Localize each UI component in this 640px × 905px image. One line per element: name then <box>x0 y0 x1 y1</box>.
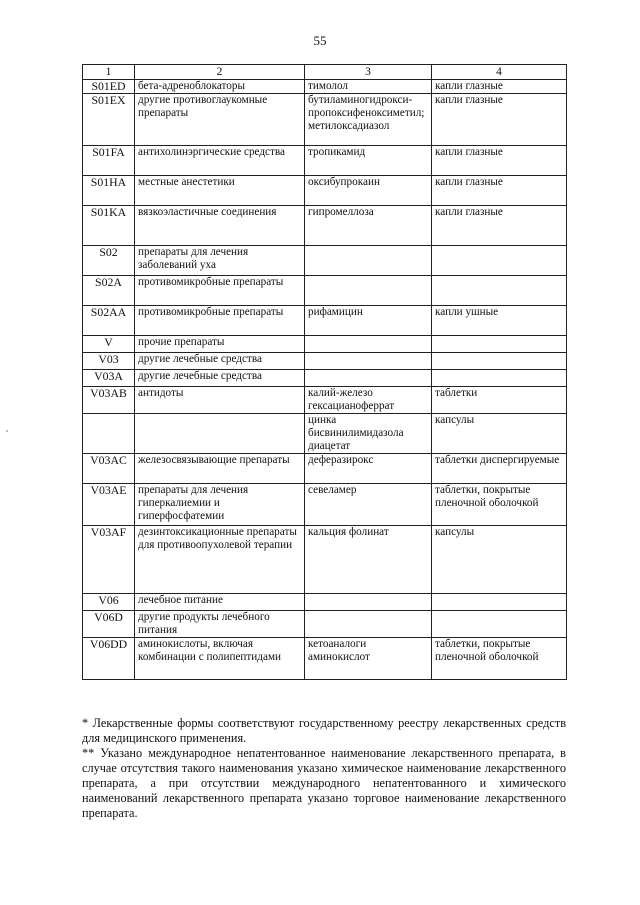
substance-name-cell: тропикамид <box>305 146 432 176</box>
pharmacological-group-cell: препараты для лечения заболеваний уха <box>135 246 305 276</box>
substance-name-cell <box>305 336 432 353</box>
substance-name-cell: деферазирокс <box>305 454 432 484</box>
atc-code-cell: S01EX <box>83 94 135 146</box>
dosage-form-cell: капли глазные <box>432 80 567 94</box>
table-row <box>83 336 567 353</box>
table-row <box>83 526 567 594</box>
atc-code-cell: S01ED <box>83 80 135 94</box>
dosage-form-cell: капли глазные <box>432 94 567 146</box>
pharmacological-group-cell: аминокислоты, включая комбинации с полипептидами <box>135 638 305 680</box>
table-row <box>83 638 567 680</box>
substance-name-cell: бутиламиногидроксипропоксифеноксиметил; метилоксадиазол <box>305 94 432 146</box>
dosage-form-cell: капли глазные <box>432 146 567 176</box>
atc-code-cell: V03AB <box>83 387 135 414</box>
table-row <box>83 370 567 387</box>
column-header: 2 <box>135 65 305 80</box>
pharmacological-group-cell: противомикробные препараты <box>135 276 305 306</box>
dosage-form-cell: таблетки <box>432 387 567 414</box>
atc-code-cell: S01FA <box>83 146 135 176</box>
atc-code-cell: S01HA <box>83 176 135 206</box>
table-header-row <box>83 65 567 80</box>
pharmacological-group-cell: железосвязывающие препараты <box>135 454 305 484</box>
atc-code-cell: V <box>83 336 135 353</box>
atc-code-cell: S02A <box>83 276 135 306</box>
atc-code-cell: V06DD <box>83 638 135 680</box>
footnote-forms: * Лекарственные формы соответствуют государственному реестру лекарственных средств для медицинского применения. <box>82 716 566 745</box>
atc-code-cell: V03AF <box>83 526 135 594</box>
substance-name-cell: калий-железо гексацианоферрат <box>305 387 432 414</box>
table-row <box>83 80 567 94</box>
dosage-form-cell <box>432 336 567 353</box>
dosage-form-cell <box>432 353 567 370</box>
table-row <box>83 353 567 370</box>
pharmacological-group-cell: лечебное питание <box>135 594 305 611</box>
substance-name-cell: кетоаналоги аминокислот <box>305 638 432 680</box>
pharmacological-group-cell: противомикробные препараты <box>135 306 305 336</box>
pharmacological-group-cell: препараты для лечения гиперкалиемии и гиперфосфатемии <box>135 484 305 526</box>
footnotes <box>82 716 566 821</box>
table-body <box>83 80 567 680</box>
substance-name-cell <box>305 594 432 611</box>
dosage-form-cell: таблетки, покрытые пленочной оболочкой <box>432 484 567 526</box>
footnote-names: ** Указано международное непатентованное наименование лекарственного препарата, в случае отсутствия такого наименования указано химическое наименование лекарственного препарата, а при отсутствии международного непатентованного и химического наименований лекарственного препарата указано торговое наименование лекарственного препарата. <box>82 746 566 820</box>
dosage-form-cell: капли глазные <box>432 176 567 206</box>
dosage-form-cell: капсулы <box>432 414 567 454</box>
table-row <box>83 206 567 246</box>
substance-name-cell: гипромеллоза <box>305 206 432 246</box>
substance-name-cell <box>305 353 432 370</box>
dosage-form-cell <box>432 611 567 638</box>
pharmacological-group-cell: бета-адреноблокаторы <box>135 80 305 94</box>
atc-code-cell: V03AC <box>83 454 135 484</box>
substance-name-cell <box>305 611 432 638</box>
substance-name-cell <box>305 246 432 276</box>
substance-name-cell: севеламер <box>305 484 432 526</box>
table-row <box>83 594 567 611</box>
table-row <box>83 146 567 176</box>
dosage-form-cell: капли ушные <box>432 306 567 336</box>
table-row <box>83 387 567 414</box>
pharmacological-group-cell: другие продукты лечебного питания <box>135 611 305 638</box>
dosage-form-cell: таблетки диспергируемые <box>432 454 567 484</box>
pharmacological-group-cell: антихолинэргические средства <box>135 146 305 176</box>
substance-name-cell: цинка бисвинилимидазола диацетат <box>305 414 432 454</box>
pharmacological-group-cell: другие лечебные средства <box>135 353 305 370</box>
atc-code-cell: S02AA <box>83 306 135 336</box>
pharmacological-group-cell: вязкоэластичные соединения <box>135 206 305 246</box>
table-row <box>83 484 567 526</box>
table-row <box>83 176 567 206</box>
table-row <box>83 246 567 276</box>
dosage-form-cell <box>432 246 567 276</box>
substance-name-cell <box>305 276 432 306</box>
substance-name-cell: оксибупрокаин <box>305 176 432 206</box>
dosage-form-cell <box>432 370 567 387</box>
table-row <box>83 94 567 146</box>
atc-code-cell <box>83 414 135 454</box>
column-header: 3 <box>305 65 432 80</box>
table-row <box>83 454 567 484</box>
page-number: 55 <box>313 33 327 48</box>
pharmacological-group-cell: другие лечебные средства <box>135 370 305 387</box>
dosage-form-cell: капсулы <box>432 526 567 594</box>
atc-code-cell: V03AE <box>83 484 135 526</box>
column-header: 1 <box>83 65 135 80</box>
dosage-form-cell <box>432 594 567 611</box>
dosage-form-cell: капли глазные <box>432 206 567 246</box>
substance-name-cell: рифамицин <box>305 306 432 336</box>
drug-table <box>82 64 567 680</box>
dosage-form-cell <box>432 276 567 306</box>
atc-code-cell: V06D <box>83 611 135 638</box>
table-row <box>83 611 567 638</box>
scan-mark <box>6 430 8 432</box>
substance-name-cell: тимолол <box>305 80 432 94</box>
pharmacological-group-cell: антидоты <box>135 387 305 414</box>
substance-name-cell <box>305 370 432 387</box>
atc-code-cell: V06 <box>83 594 135 611</box>
pharmacological-group-cell: местные анестетики <box>135 176 305 206</box>
column-header: 4 <box>432 65 567 80</box>
table-row <box>83 414 567 454</box>
substance-name-cell: кальция фолинат <box>305 526 432 594</box>
atc-code-cell: V03 <box>83 353 135 370</box>
table-row <box>83 276 567 306</box>
pharmacological-group-cell: дезинтоксикационные препараты для противоопухолевой терапии <box>135 526 305 594</box>
pharmacological-group-cell: прочие препараты <box>135 336 305 353</box>
atc-code-cell: S02 <box>83 246 135 276</box>
dosage-form-cell: таблетки, покрытые пленочной оболочкой <box>432 638 567 680</box>
atc-code-cell: V03A <box>83 370 135 387</box>
atc-code-cell: S01KA <box>83 206 135 246</box>
pharmacological-group-cell <box>135 414 305 454</box>
pharmacological-group-cell: другие противоглаукомные препараты <box>135 94 305 146</box>
table-row <box>83 306 567 336</box>
